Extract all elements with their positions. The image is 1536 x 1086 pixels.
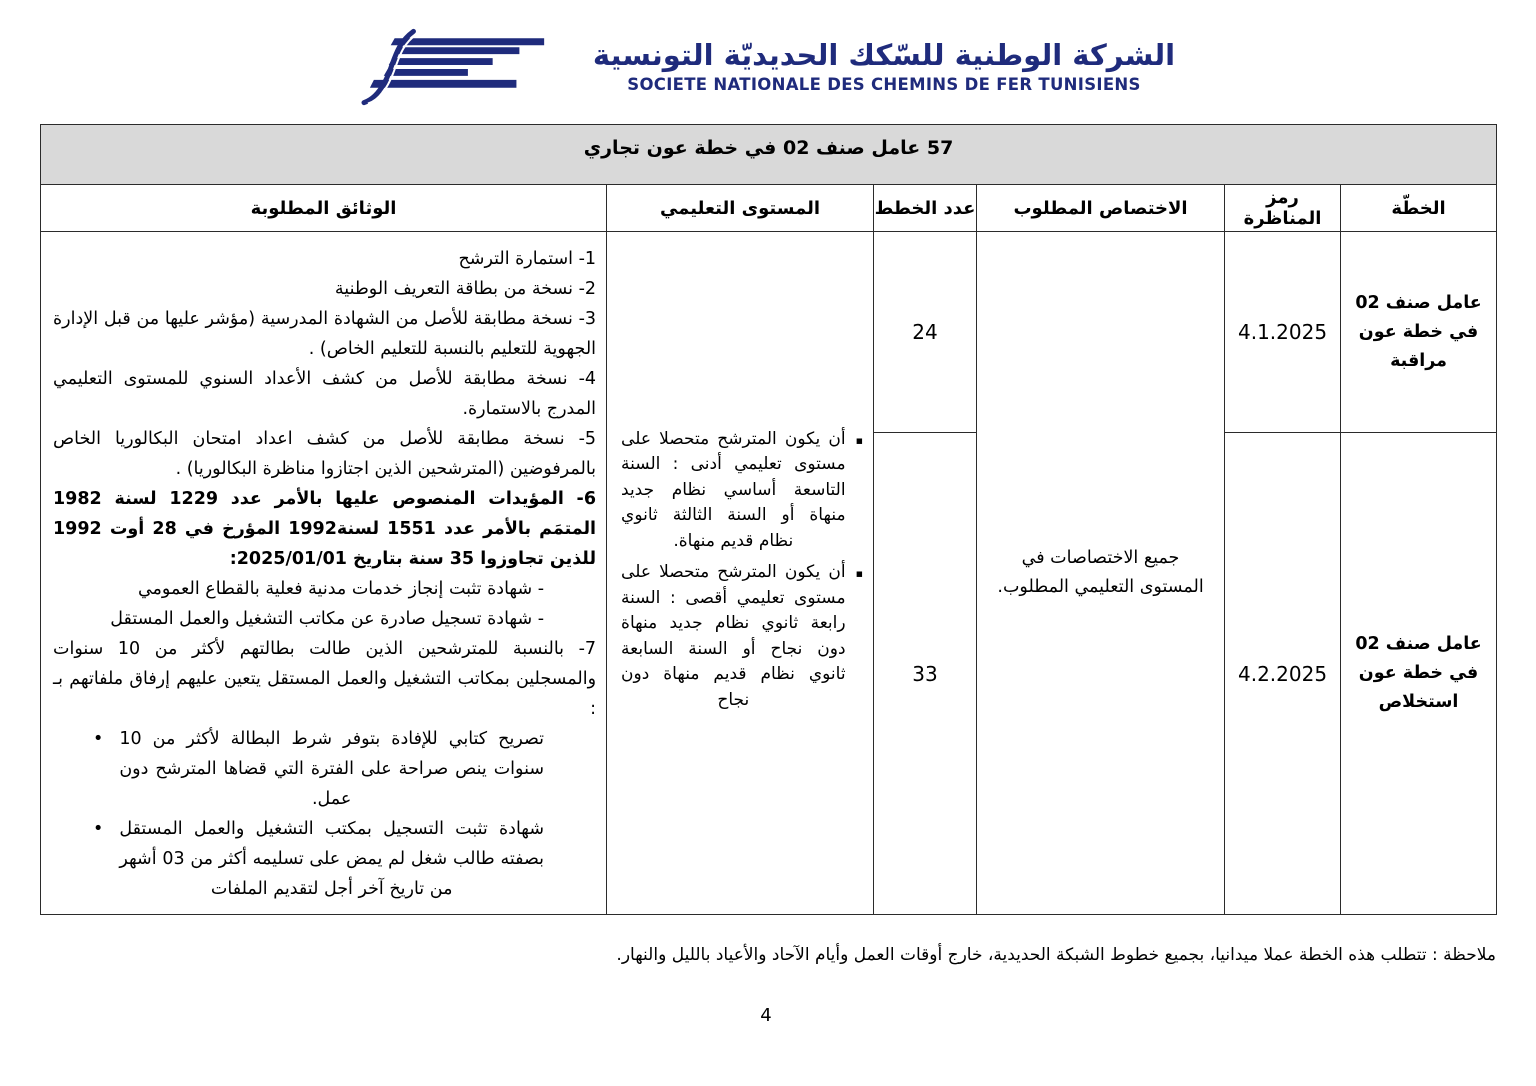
education-level-cell (607, 232, 874, 915)
document-item-3: 3- نسخة مطابقة للأصل من الشهادة المدرسية (مؤشر عليها من قبل الإدارة الجهوية للتعليم بالنسبة للتعليم الخاص) . (53, 309, 597, 359)
column-header-documents: الوثائق المطلوبة (41, 185, 607, 232)
document-bullet-item: • شهادة تثبت التسجيل بمكتب التشغيل والعمل المستقل بصفته طالب شغل لم يمض على تسليمه أكثر من 03 أشهر من تاريخ آخر أجل لتقديم الملفات (93, 814, 544, 904)
page-header (0, 0, 1536, 106)
document-item-4: 4- نسخة مطابقة للأصل من كشف الأعداد السنوي للمستوى التعليمي المدرج بالاستمارة. (53, 369, 597, 419)
document-bullet-item: • تصريح كتابي للإفادة بتوفر شرط البطالة لأكثر من 10 سنوات ينص صراحة على الفترة التي قضاها المترشح دون عمل. (93, 724, 544, 814)
column-header-count: عدد الخطط (874, 185, 977, 232)
code-cell-row1: 4.1.2025 (1225, 232, 1341, 433)
company-name-french: SOCIETE NATIONALE DES CHEMINS DE FER TUNISIENS (627, 75, 1141, 94)
table-title: 57 عامل صنف 02 في خطة عون تجاري (41, 125, 1497, 185)
company-name-block (593, 38, 1175, 94)
document-item-6: 6- المؤيدات المنصوص عليها بالأمر عدد 1229 لسنة 1982 المتمَم بالأمر عدد 1551 لسنة1992 المؤرخ في 28 أوت 1992 للذين تجاوزوا 35 سنة بتاريخ 2025/01/01: (53, 489, 597, 569)
dot-bullet-icon: • (93, 729, 104, 749)
dot-bullet-icon: • (93, 819, 104, 839)
recruitment-table (40, 124, 1497, 915)
required-documents-cell (41, 232, 607, 915)
column-header-plan: الخطّة (1341, 185, 1497, 232)
plan-text-row1: عامل صنف 02 في خطة عون مراقبة (1355, 292, 1482, 371)
document-item-5: 5- نسخة مطابقة للأصل من كشف اعداد امتحان البكالوريا الخاص بالمرفوضين (المترشحين الذين اجتازوا مناظرة البكالوريا) . (53, 429, 597, 479)
square-bullet-icon: ▪ (855, 433, 864, 447)
plan-cell-row1 (1341, 232, 1497, 433)
specialty-text: جميع الاختصاصات في المستوى التعليمي المطلوب. (997, 548, 1204, 597)
column-header-level: المستوى التعليمي (607, 185, 874, 232)
specialty-cell (977, 232, 1225, 915)
column-header-code: رمز المناظرة (1225, 185, 1341, 232)
count-cell-row1: 24 (874, 232, 977, 433)
level-item: ▪ أن يكون المترشح متحصلا على مستوى تعليمي أدنى : السنة التاسعة أساسي نظام جديد منهاة أو السنة الثالثة ثانوي نظام قديم منهاة. (621, 427, 863, 555)
document-item-2: 2- نسخة من بطاقة التعريف الوطنية (334, 279, 597, 299)
level-item: ▪ أن يكون المترشح متحصلا على مستوى تعليمي أقصى : السنة رابعة ثانوي نظام جديد منهاة دون نجاح أو السنة السابعة ثانوي نظام قديم منهاة دون نجاح (621, 560, 863, 713)
page-number: 4 (760, 1005, 772, 1026)
company-name-arabic: الشركة الوطنية للسّكك الحديديّة التونسية (592, 38, 1176, 72)
plan-text-row2: عامل صنف 02 في خطة عون استخلاص (1355, 634, 1482, 713)
square-bullet-icon: ▪ (855, 567, 864, 581)
sncft-train-logo-icon (361, 26, 559, 106)
document-item-1: 1- استمارة الترشح (458, 249, 597, 269)
code-cell-row2: 4.2.2025 (1225, 433, 1341, 915)
document-item-7: 7- بالنسبة للمترشحين الذين طالت بطالتهم لأكثر من 10 سنوات والمسجلين بمكاتب التشغيل والعمل المستقل يتعين عليهم إرفاق ملفاتهم بـ : (53, 639, 597, 719)
count-cell-row2: 33 (874, 433, 977, 915)
document-subitem-dash: - شهادة تثبت إنجاز خدمات مدنية فعلية بالقطاع العمومي (137, 579, 545, 599)
document-subitem-dash: - شهادة تسجيل صادرة عن مكاتب التشغيل والعمل المستقل (110, 609, 545, 629)
footnote-remark: ملاحظة : تتطلب هذه الخطة عملا ميدانيا، بجميع خطوط الشبكة الحديدية، خارج أوقات العمل وأيام الآحاد والأعياد بالليل والنهار. (616, 945, 1496, 965)
plan-cell-row2 (1341, 433, 1497, 915)
column-header-specialty: الاختصاص المطلوب (977, 185, 1225, 232)
